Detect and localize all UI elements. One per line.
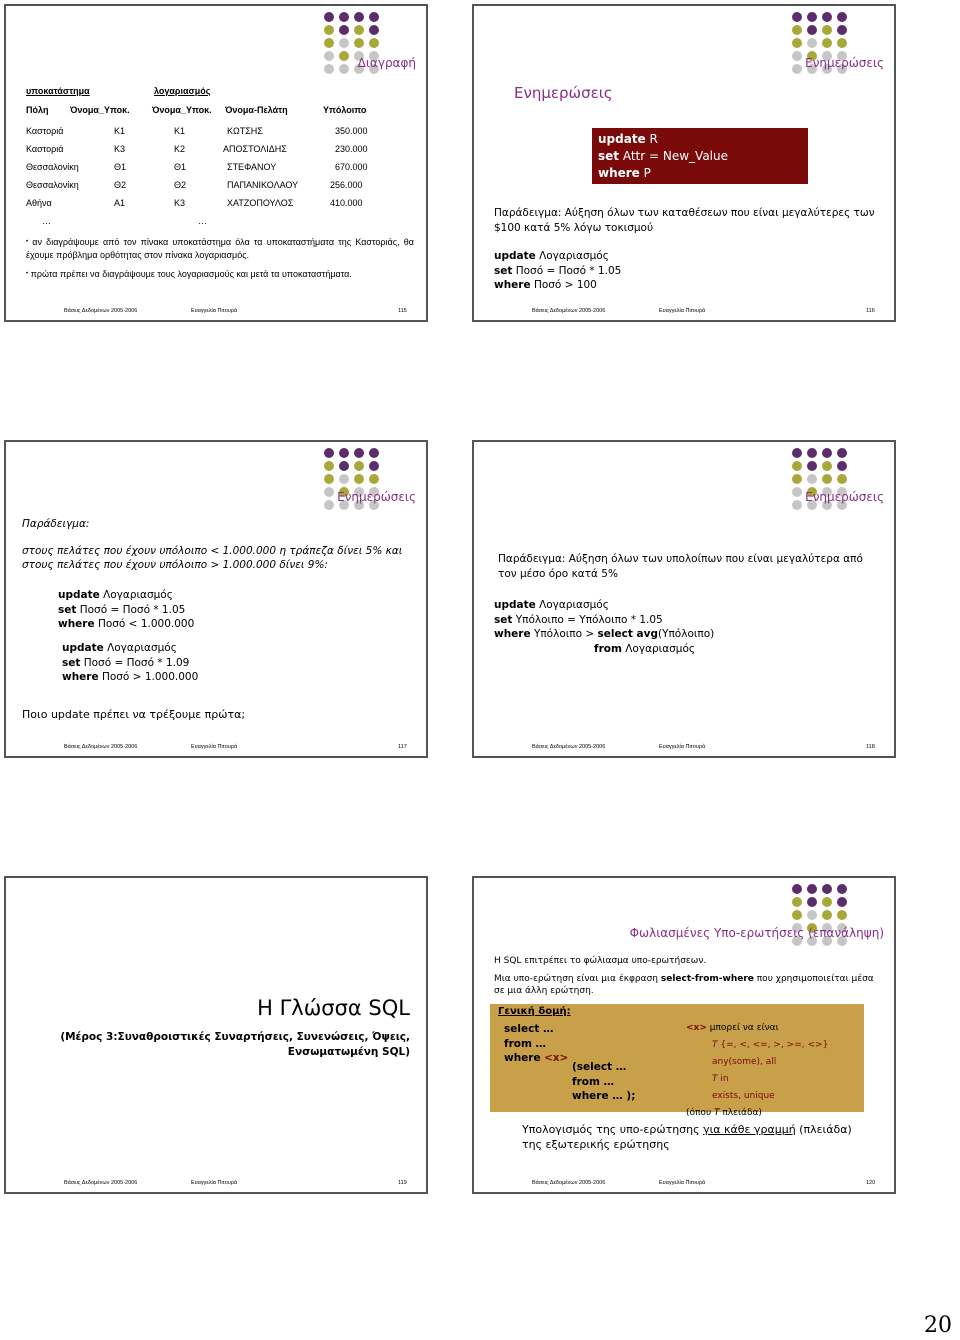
slide-116: Ενημερώσεις Ενημερώσεις update R set Attr = New_Value where P Παράδειγμα: Αύξηση όλων των καταθέσεων που είναι μεγαλύτερες των $100 κατά 5% λόγω τοκισμού update Λογαριασμός set Ποσό = Ποσό * 1.05 where Ποσό > 100 Βάσεις Δεδομένων 2005-2006 Ευαγγελία Πιτουρά 116 <box>472 4 896 322</box>
slide-title: Ενημερώσεις <box>337 490 416 504</box>
general-structure-box: Γενική δομή: select … from … where <x> (select … from … where … ); <x> μπορεί να είναι T {=, <, <=, >, >=, <>} any(some), all T in exists, unique (όπου T πλειάδα) <box>490 1004 864 1112</box>
example-line: στους πελάτες που έχουν υπόλοιπο < 1.000.000 η τράπεζα δίνει 5% και <box>22 545 403 557</box>
table-name-branch: υποκατάστημα <box>26 86 90 96</box>
paragraph: Η SQL επιτρέπει το φώλιασμα υπο-ερωτήσεων. <box>494 956 707 966</box>
subtitle: (Μέρος 3:Συναθροιστικές Συναρτήσεις, Συνενώσεις, Όψεις, Ενσωματωμένη SQL) <box>60 1031 410 1058</box>
paragraph: Μια υπο-ερώτηση είναι μια έκφραση select-from-where που χρησιμοποιείται μέσα σε μια άλλη ερώτηση. <box>494 974 874 996</box>
slide-115: Διαγραφή υποκατάστημα λογαριασμός Πόλη Όνομα_Υποκ. Όνομα_Υποκ. Όνομα-Πελάτη Υπόλοιπο Καστοριά Κ1 Κ1 ΚΩΤΣΗΣ 350.000 Καστοριά Κ3 Κ2 ΑΠΟΣΤΟΛΙΔΗΣ 230.000 Θεσσαλονίκη Θ1 Θ1 ΣΤΕΦΑΝΟΥ 670.000 Θεσσαλονίκη Θ2 Θ2 ΠΑΠΑΝΙΚΟΛΑΟΥ 256.000 Αθήνα Α1 Κ3 ΧΑΤΖΟΠΟΥΛΟΣ 410.000 … … • αν διαγράψουμε από τον πίνακα υποκατάστημα όλα τα υποκαταστήματα της Καστοριάς, θα έχουμε πρόβλημα ορθότητας στον πίνακα λογαριασμός. • πρώτα πρέπει να διαγράψουμε τους λογαριασμούς και μετά τα υποκαταστήματα. Βάσεις Δεδομένων 2005-2006 Ευαγγελία Πιτουρά 115 <box>4 4 428 322</box>
example-text: Παράδειγμα: Αύξηση όλων των υπολοίπων που είναι μεγαλύτερα από τον μέσο όρο κατά 5% <box>498 553 863 580</box>
example-line: στους πελάτες που έχουν υπόλοιπο > 1.000.000 δίνει 9%: <box>22 559 328 571</box>
update-syntax-box: update R set Attr = New_Value where P <box>592 128 808 184</box>
page-number: 20 <box>924 1313 952 1338</box>
slide-118: Ενημερώσεις Παράδειγμα: Αύξηση όλων των υπολοίπων που είναι μεγαλύτερα από τον μέσο όρο κατά 5% update Λογαριασμός set Υπόλοιπο = Υπόλοιπο * 1.05 where Υπόλοιπο > select avg(Υπόλοιπο) from Λογαριασμός Βάσεις Δεδομένων 2005-2006 Ευαγγελία Πιτουρά 118 <box>472 440 896 758</box>
slide-117: Ενημερώσεις Παράδειγμα: στους πελάτες που έχουν υπόλοιπο < 1.000.000 η τράπεζα δίνει 5% και στους πελάτες που έχουν υπόλοιπο > 1.000.000 δίνει 9%: update Λογαριασμός set Ποσό = Ποσό * 1.05 where Ποσό < 1.000.000 update Λογαριασμός set Ποσό = Ποσό * 1.09 where Ποσό > 1.000.000 Ποιο update πρέπει να τρέξουμε πρώτα; Βάσεις Δεδομένων 2005-2006 Ευαγγελία Πιτουρά 117 <box>4 440 428 758</box>
slide-title: Ενημερώσεις <box>805 56 884 70</box>
sql-query: update Λογαριασμός set Ποσό = Ποσό * 1.09 where Ποσό > 1.000.000 <box>62 642 199 683</box>
slide-title: Ενημερώσεις <box>805 490 884 504</box>
bullet-text: • πρώτα πρέπει να διαγράψουμε τους λογαριασμούς και μετά τα υποκαταστήματα. <box>26 269 352 279</box>
example-label: Παράδειγμα: <box>22 518 90 530</box>
ellipsis: … <box>198 216 207 226</box>
slide-title: Φωλιασμένες Υπο-ερωτήσεις (επανάληψη) <box>629 926 884 940</box>
sql-query: update Λογαριασμός set Υπόλοιπο = Υπόλοιπο * 1.05 where Υπόλοιπο > select avg(Υπόλοιπο) from Λογαριασμός <box>494 599 715 655</box>
bullet-text: • αν διαγράψουμε από τον πίνακα υποκατάστημα όλα τα υποκαταστήματα της Καστοριάς, θα έχουμε πρόβλημα ορθότητας στον πίνακα λογαριασμός. <box>26 237 414 261</box>
slide-title: Διαγραφή <box>357 56 416 70</box>
bottom-note: Υπολογισμός της υπο-ερώτησης για κάθε γραμμή (πλειάδα) της εξωτερικής ερώτησης <box>522 1123 852 1151</box>
ellipsis: … <box>42 216 51 226</box>
big-title: Η Γλώσσα SQL <box>257 996 410 1020</box>
sql-query: update Λογαριασμός set Ποσό = Ποσό * 1.05 where Ποσό > 100 <box>494 250 622 291</box>
slide-119: Η Γλώσσα SQL (Μέρος 3:Συναθροιστικές Συναρτήσεις, Συνενώσεις, Όψεις, Ενσωματωμένη SQL) Βάσεις Δεδομένων 2005-2006 Ευαγγελία Πιτουρά 119 <box>4 876 428 1194</box>
sql-query: update Λογαριασμός set Ποσό = Ποσό * 1.05 where Ποσό < 1.000.000 <box>58 589 195 630</box>
example-text: Παράδειγμα: Αύξηση όλων των καταθέσεων που είναι μεγαλύτερες των $100 κατά 5% λόγω τοκισμού <box>494 207 875 234</box>
table-name-account: λογαριασμός <box>154 86 211 96</box>
slide-120: Φωλιασμένες Υπο-ερωτήσεις (επανάληψη) Η SQL επιτρέπει το φώλιασμα υπο-ερωτήσεων. Μια υπο-ερώτηση είναι μια έκφραση select-from-where που χρησιμοποιείται μέσα σε μια άλλη ερώτηση. Γενική δομή: select … from … where <x> (select … from … where … ); <x> μπορεί να είναι T {=, <, <=, >, >=, <>} any(some), all T in exists, unique (όπου T πλειάδα) Υπολογισμός της υπο-ερώτησης για κάθε γραμμή (πλειάδα) της εξωτερικής ερώτησης Βάσεις Δεδομένων 2005-2006 Ευαγγελία Πιτουρά 120 <box>472 876 896 1194</box>
question-text: Ποιο update πρέπει να τρέξουμε πρώτα; <box>22 708 246 721</box>
big-title: Ενημερώσεις <box>514 84 613 102</box>
